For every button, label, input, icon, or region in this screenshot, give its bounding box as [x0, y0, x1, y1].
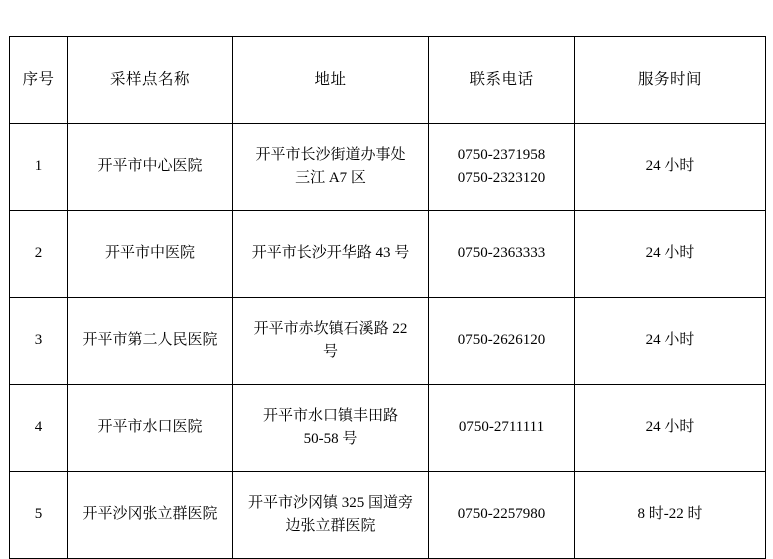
row-address	[233, 211, 429, 298]
table-row	[10, 472, 766, 559]
table-row	[10, 211, 766, 298]
phone-line: 0750-2323120	[457, 170, 546, 186]
row-address	[233, 124, 429, 211]
row-phone	[429, 385, 575, 472]
phone-line: 0750-2711111	[458, 419, 545, 436]
row-phone	[429, 211, 575, 298]
address-line: 开平市赤坎镇石溪路 22	[253, 320, 408, 337]
row-name: 开平市中心医院	[68, 124, 233, 211]
table-row	[10, 124, 766, 211]
row-address	[233, 472, 429, 559]
column-header-address: 地址	[233, 37, 429, 124]
row-index: 5	[10, 472, 68, 559]
row-hours: 8 时-22 时	[575, 472, 766, 559]
sampling-points-table	[9, 36, 766, 559]
address-line: 50-58 号	[303, 431, 358, 447]
address-line: 开平市长沙开华路 43 号	[251, 245, 410, 262]
row-phone	[429, 472, 575, 559]
row-address	[233, 385, 429, 472]
address-line: 三江 A7 区	[295, 170, 366, 186]
row-address	[233, 298, 429, 385]
address-line: 开平市水口镇丰田路	[262, 407, 398, 424]
column-header-hours: 服务时间	[575, 37, 766, 124]
address-line: 号	[322, 344, 338, 360]
row-index: 4	[10, 385, 68, 472]
phone-line: 0750-2371958	[457, 146, 546, 163]
row-index: 1	[10, 124, 68, 211]
address-line: 开平市长沙街道办事处	[255, 146, 406, 163]
row-hours: 24 小时	[575, 385, 766, 472]
row-name: 开平市水口医院	[68, 385, 233, 472]
row-hours: 24 小时	[575, 124, 766, 211]
row-name: 开平沙冈张立群医院	[68, 472, 233, 559]
row-phone	[429, 298, 575, 385]
row-hours: 24 小时	[575, 298, 766, 385]
table-row	[10, 298, 766, 385]
column-header-phone: 联系电话	[429, 37, 575, 124]
row-index: 3	[10, 298, 68, 385]
table-header-row	[10, 37, 766, 124]
phone-line: 0750-2626120	[457, 332, 546, 349]
address-line: 开平市沙冈镇 325 国道旁	[247, 494, 413, 511]
address-line: 边张立群医院	[285, 518, 376, 534]
row-phone	[429, 124, 575, 211]
column-header-name: 采样点名称	[68, 37, 233, 124]
phone-line: 0750-2363333	[457, 245, 546, 262]
phone-line: 0750-2257980	[457, 506, 546, 523]
column-header-index: 序号	[10, 37, 68, 124]
row-name: 开平市第二人民医院	[68, 298, 233, 385]
row-hours: 24 小时	[575, 211, 766, 298]
row-index: 2	[10, 211, 68, 298]
table-row	[10, 385, 766, 472]
row-name: 开平市中医院	[68, 211, 233, 298]
